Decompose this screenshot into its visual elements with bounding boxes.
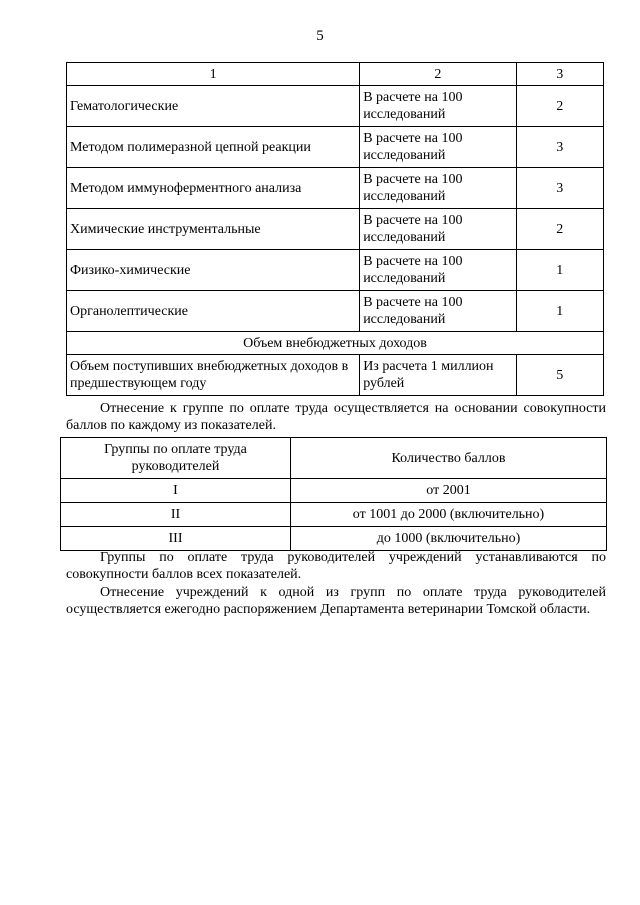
indicator-score: 1	[516, 291, 603, 332]
indicator-score: 3	[516, 127, 603, 168]
group-label: II	[61, 503, 291, 527]
indicator-name: Органолептические	[67, 291, 360, 332]
table-row	[67, 209, 604, 250]
indicator-score: 2	[516, 209, 603, 250]
table-row	[61, 527, 607, 551]
indicator-score: 2	[516, 86, 603, 127]
table-row	[67, 127, 604, 168]
page-number: 5	[316, 28, 324, 44]
paragraph-groups-established: Группы по оплате труда руководителей учреждений устанавливаются по совокупности баллов всех показателей.	[66, 550, 606, 582]
indicator-name: Химические инструментальные	[67, 209, 360, 250]
indicator-name: Методом полимеразной цепной реакции	[67, 127, 360, 168]
income-score: 5	[516, 355, 603, 396]
indicator-basis: В расчете на 100 исследований	[360, 250, 516, 291]
indicator-basis: В расчете на 100 исследований	[360, 127, 516, 168]
indicator-name: Гематологические	[67, 86, 360, 127]
table-row	[67, 291, 604, 332]
section-title: Объем внебюджетных доходов	[67, 332, 604, 355]
indicator-basis: В расчете на 100 исследований	[360, 209, 516, 250]
column-number-3: 3	[516, 63, 603, 86]
group-label: III	[61, 527, 291, 551]
table-row	[67, 168, 604, 209]
indicator-basis: В расчете на 100 исследований	[360, 168, 516, 209]
income-basis: Из расчета 1 миллион рублей	[360, 355, 516, 396]
column-number-1: 1	[67, 63, 360, 86]
indicators-table	[66, 62, 604, 396]
indicator-basis: В расчете на 100 исследований	[360, 291, 516, 332]
group-label: I	[61, 479, 291, 503]
group-points: от 2001	[291, 479, 607, 503]
group-points: до 1000 (включительно)	[291, 527, 607, 551]
section-row	[67, 332, 604, 355]
groups-table	[60, 437, 607, 551]
paragraph-group-basis: Отнесение к группе по оплате труда осуществляется на основании совокупности баллов по каждому из показателей.	[66, 401, 606, 433]
table-header-row	[61, 438, 607, 479]
table-row	[61, 479, 607, 503]
indicator-name: Методом иммуноферментного анализа	[67, 168, 360, 209]
table-row	[67, 86, 604, 127]
table-header-row	[67, 63, 604, 86]
income-name: Объем поступивших внебюджетных доходов в предшествующем году	[67, 355, 360, 396]
table-row	[61, 503, 607, 527]
groups-header: Группы по оплате труда руководителей	[61, 438, 291, 479]
indicator-name: Физико-химические	[67, 250, 360, 291]
indicator-score: 3	[516, 168, 603, 209]
indicator-score: 1	[516, 250, 603, 291]
group-points: от 1001 до 2000 (включительно)	[291, 503, 607, 527]
income-row	[67, 355, 604, 396]
table-row	[67, 250, 604, 291]
indicator-basis: В расчете на 100 исследований	[360, 86, 516, 127]
points-header: Количество баллов	[291, 438, 607, 479]
paragraph-annual-assignment: Отнесение учреждений к одной из групп по оплате труда руководителей осуществляется ежегодно распоряжением Департамента ветеринарии Томской области.	[66, 585, 606, 617]
column-number-2: 2	[360, 63, 516, 86]
